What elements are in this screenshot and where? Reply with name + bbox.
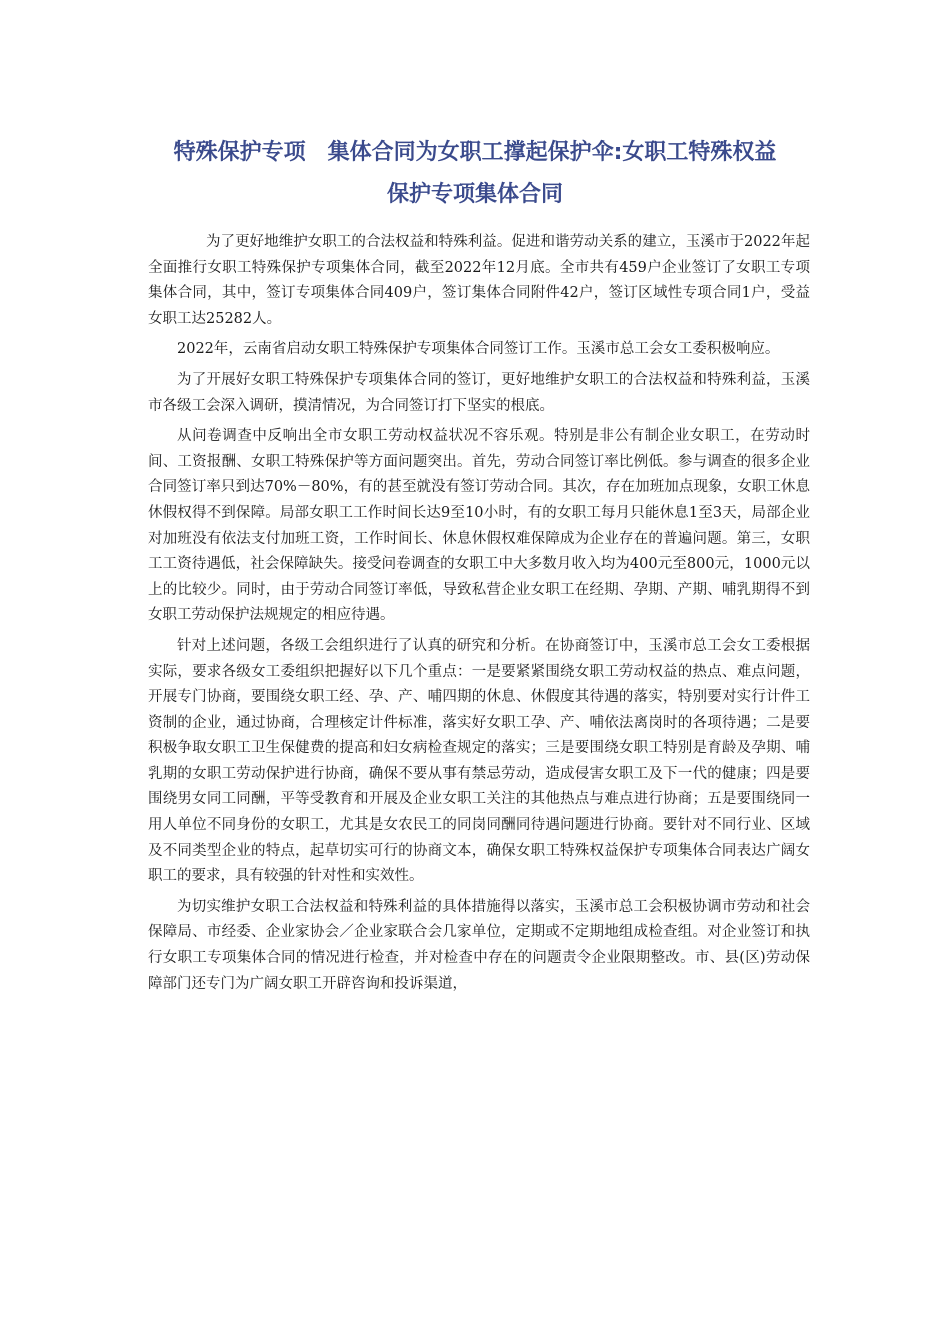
- document-body: [148, 230, 810, 1002]
- paragraph-4: 从问卷调查中反响出全市女职工劳动权益状况不容乐观。特别是非公有制企业女职工，在劳动时间、工资报酬、女职工特殊保护等方面问题突出。首先，劳动合同签订率比例低。参与调查的很多企业合同签订率只到达70%－80%，有的甚至就没有签订劳动合同。其次，存在加班加点现象，女职工休息休假权得不到保障。局部女职工工作时间长达9至10小时，有的女职工每月只能休息1至3天，局部企业对加班没有依法支付加班工资，工作时间长、休息休假权难保障成为企业存在的普遍问题。第三，女职工工资待遇低，社会保障缺失。接受问卷调查的女职工中大多数月收入均为400元至800元，1000元以上的比较少。同时，由于劳动合同签订率低，导致私营企业女职工在经期、孕期、产期、哺乳期得不到女职工劳动保护法规规定的相应待遇。: [148, 428, 810, 624]
- paragraph-5: 针对上述问题，各级工会组织进行了认真的研究和分析。在协商签订中，玉溪市总工会女工委根据实际，要求各级女工委组织把握好以下几个重点：一是要紧紧围绕女职工劳动权益的热点、难点问题，开展专门协商，要围绕女职工经、孕、产、哺四期的休息、休假度其待遇的落实，特别要对实行计件工资制的企业，通过协商，合理核定计件标准，落实好女职工孕、产、哺依法离岗时的各项待遇；二是要积极争取女职工卫生保健费的提高和妇女病检查规定的落实；三是要围绕女职工特别是育龄及孕期、哺乳期的女职工劳动保护进行协商，确保不要从事有禁忌劳动，造成侵害女职工及下一代的健康；四是要围绕男女同工同酬，平等受教育和开展及企业女职工关注的其他热点与难点进行协商；五是要围绕同一用人单位不同身份的女职工，尤其是女农民工的同岗同酬同待遇问题进行协商。要针对不同行业、区域及不同类型企业的特点，起草切实可行的协商文本，确保女职工特殊权益保护专项集体合同表达广阔女职工的要求，具有较强的针对性和实效性。: [148, 637, 810, 885]
- title-line-1: 特殊保护专项 集体合同为女职工撑起保护伞:女职工特殊权益: [173, 140, 777, 165]
- paragraph-3: 为了开展好女职工特殊保护专项集体合同的签订，更好地维护女职工的合法权益和特殊利益，玉溪市各级工会深入调研，摸清情况，为合同签订打下坚实的根底。: [148, 371, 810, 414]
- title-line-2: 保护专项集体合同: [386, 182, 563, 207]
- document-title: [120, 132, 830, 216]
- paragraph-6: 为切实维护女职工合法权益和特殊利益的具体措施得以落实，玉溪市总工会积极协调市劳动和社会保障局、市经委、企业家协会／企业家联合会几家单位，定期或不定期地组成检查组。对企业签订和执行女职工专项集体合同的情况进行检查，并对检查中存在的问题责令企业限期整改。市、县(区)劳动保障部门还专门为广阔女职工开辟咨询和投诉渠道，: [148, 898, 810, 992]
- paragraph-2: 2022年，云南省启动女职工特殊保护专项集体合同签订工作。玉溪市总工会女工委积极响应。: [177, 341, 780, 358]
- paragraph-1: 为了更好地维护女职工的合法权益和特殊利益。促进和谐劳动关系的建立，玉溪市于2022年起全面推行女职工特殊保护专项集体合同，截至2022年12月底。全市共有459户企业签订了女职工专项集体合同，其中，签订专项集体合同409户，签订集体合同附件42户，签订区域性专项合同1户，受益女职工达25282人。: [148, 234, 810, 327]
